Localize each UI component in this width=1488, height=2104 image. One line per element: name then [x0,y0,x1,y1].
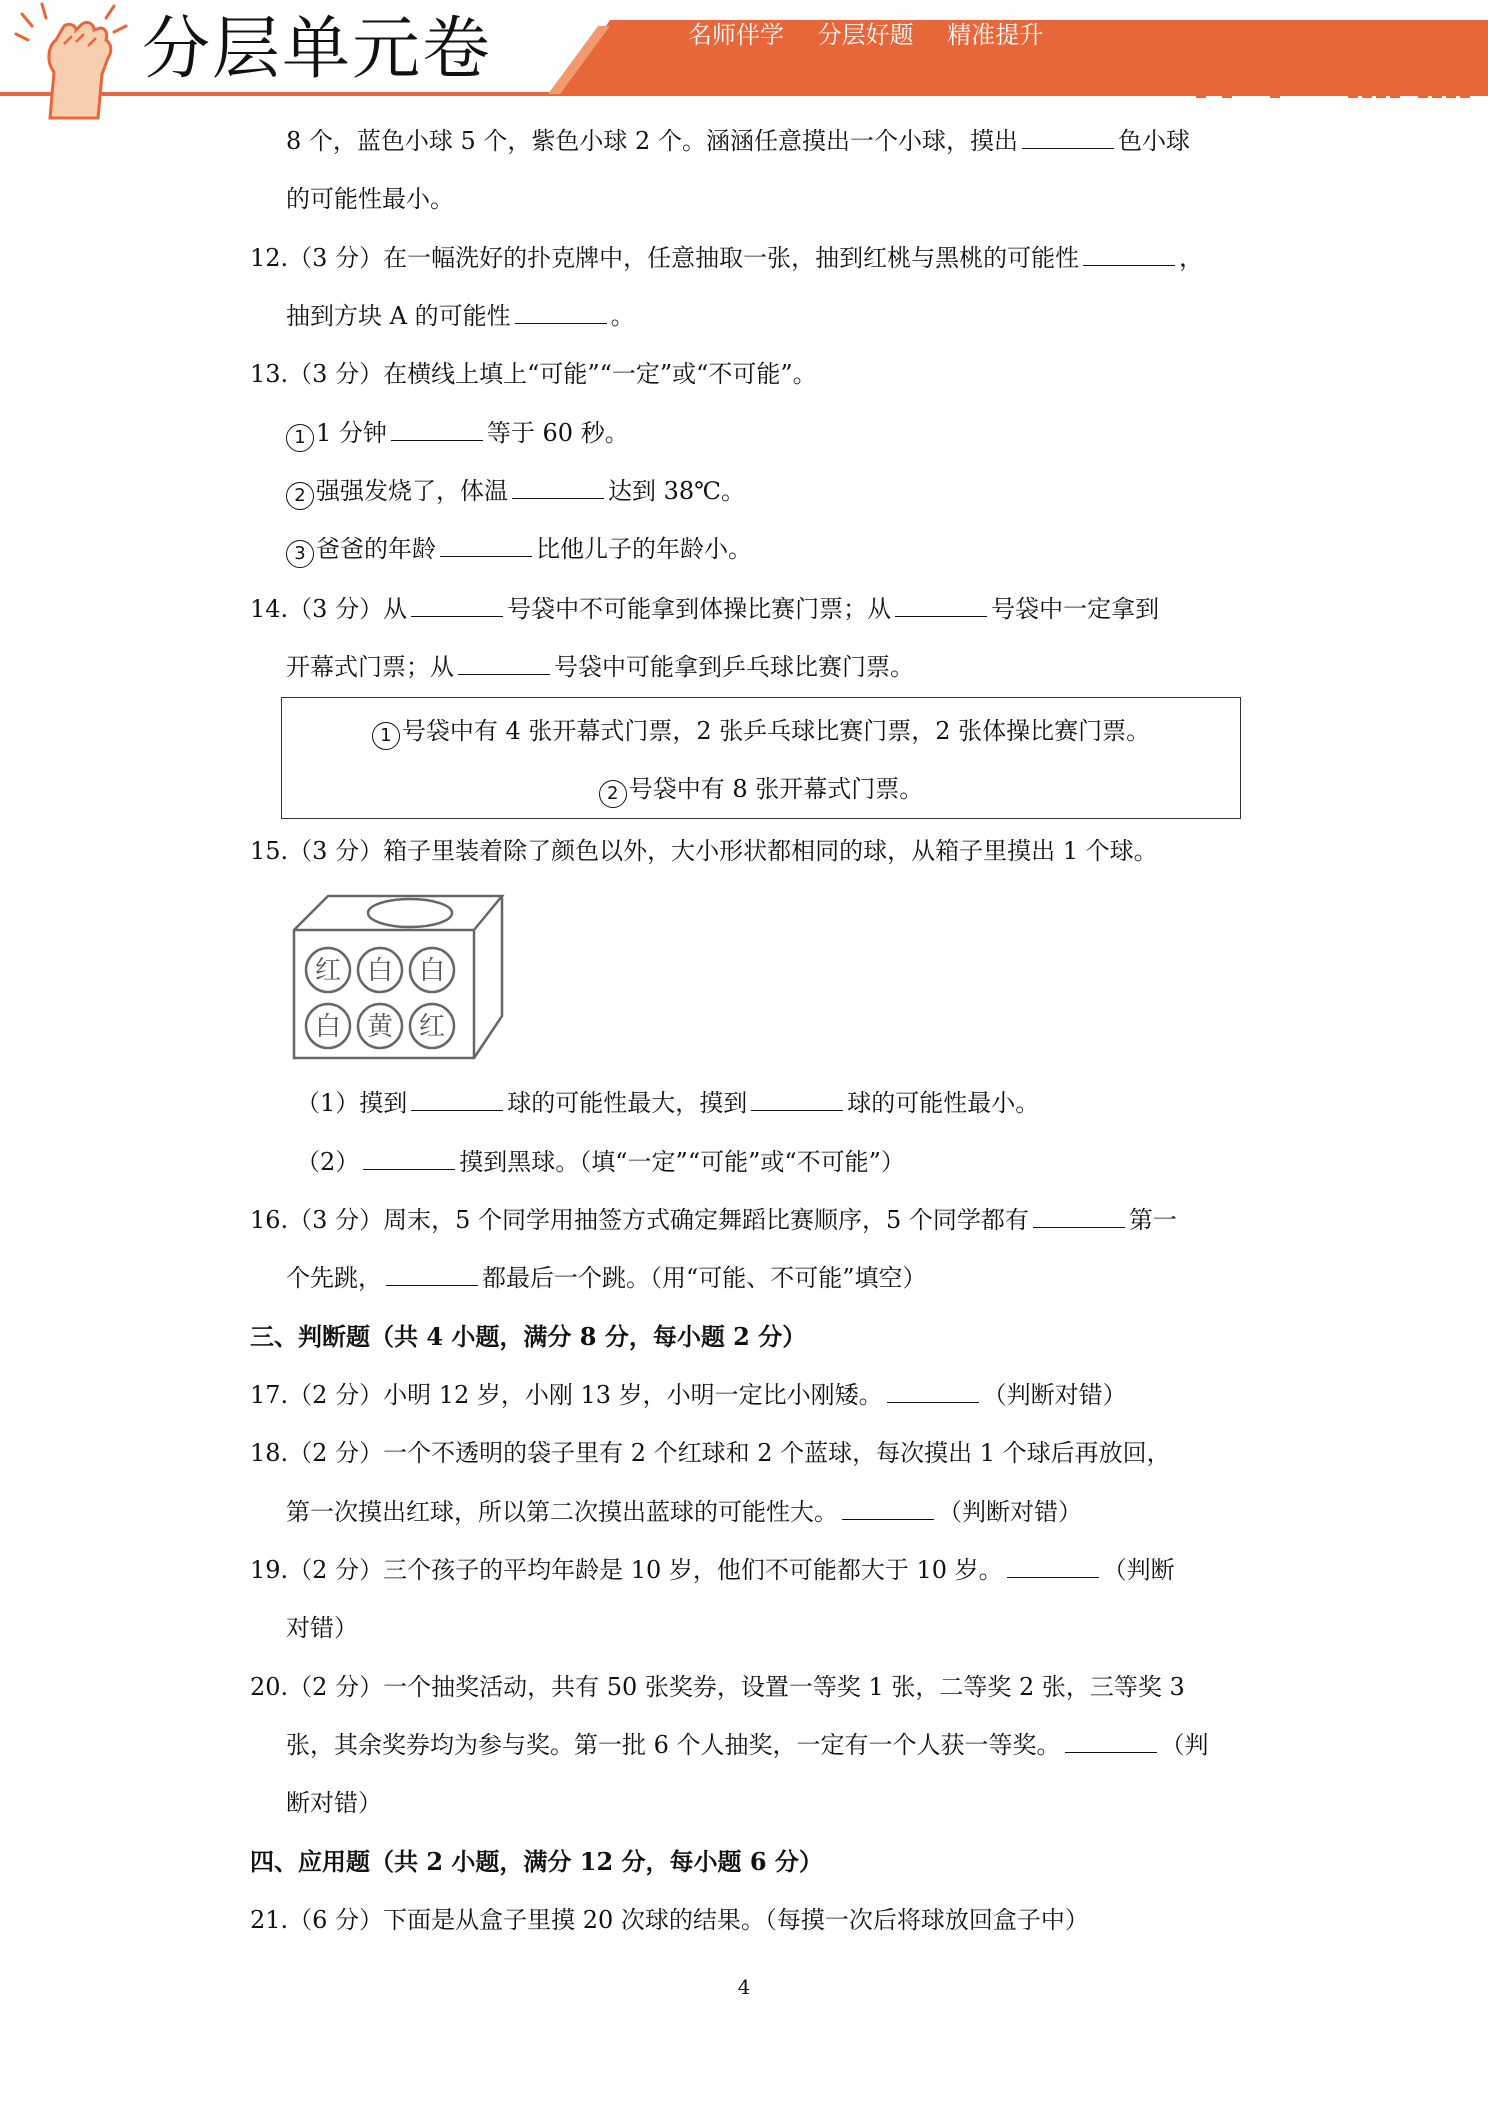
answer-blank[interactable] [458,652,550,675]
answer-blank[interactable] [1022,126,1114,149]
answer-blank[interactable] [1065,1730,1157,1753]
q13-stem: 13.（3 分）在横线上填上“可能”“一定”或“不可能”。 [250,360,817,388]
circled-number: 2 [286,482,314,510]
q16-line-2: 个先跳， 都最后一个跳。（用“可能、不可能”填空） [286,1264,927,1292]
q14-ticket-box [281,697,1241,819]
answer-blank[interactable] [895,594,987,617]
ball-box-illustration [288,890,518,1070]
answer-blank[interactable] [386,1263,478,1286]
circled-number: 1 [286,424,314,452]
answer-blank[interactable] [842,1497,934,1520]
q15-part-2: （2） 摸到黑球。（填“一定”“可能”或“不可能”） [296,1148,905,1176]
q19-line-1: 19.（2 分）三个孩子的平均年龄是 10 岁，他们不可能都大于 10 岁。 （判断 [250,1556,1175,1584]
q13-item-3: 3 爸爸的年龄 比他儿子的年龄小。 [286,532,752,568]
q21-stem: 21.（6 分）下面是从盒子里摸 20 次球的结果。（每摸一次后将球放回盒子中） [250,1906,1089,1934]
answer-blank[interactable] [411,1088,503,1111]
ball-label: 白 [314,1012,342,1042]
q17-line: 17.（2 分）小明 12 岁，小刚 13 岁，小明一定比小刚矮。 （判断对错） [250,1381,1127,1409]
q14-line-2: 开幕式门票；从 号袋中可能拿到乒乓球比赛门票。 [286,653,914,681]
answer-blank[interactable] [363,1147,455,1170]
bag-2-desc: 2 号袋中有 8 张开幕式门票。 [282,772,1240,808]
q14-line-1: 14.（3 分）从 号袋中不可能拿到体操比赛门票；从 号袋中一定拿到 [250,595,1160,623]
ball-label: 红 [418,1012,446,1042]
answer-blank[interactable] [411,594,503,617]
q20-line-3: 断对错） [286,1789,382,1817]
slogan-3: 精准提升 [947,21,1044,49]
header-title: 分层单元卷 [142,10,493,89]
ball-label: 黄 [366,1012,394,1042]
section-4-heading: 四、应用题（共 2 小题，满分 12 分，每小题 6 分） [250,1847,823,1876]
answer-blank[interactable] [515,301,607,324]
q13-item-2: 2 强强发烧了，体温 达到 38℃。 [286,474,745,510]
q13-item-1: 1 1 分钟 等于 60 秒。 [286,416,629,452]
circled-number: 2 [599,780,627,808]
q18-line-1: 18.（2 分）一个不透明的袋子里有 2 个红球和 2 个蓝球，每次摸出 1 个球后再放回， [250,1439,1171,1467]
ball-label: 白 [418,956,446,986]
header-slogan [688,18,1408,52]
q16-line-1: 16.（3 分）周末，5 个同学用抽签方式确定舞蹈比赛顺序，5 个同学都有 第一 [250,1206,1177,1234]
q15-stem: 15.（3 分）箱子里装着除了颜色以外，大小形状都相同的球，从箱子里摸出 1 个球。 [250,837,1158,865]
q11-line-2: 的可能性最小。 [286,185,454,213]
answer-blank[interactable] [887,1380,979,1403]
page-number: 4 [737,1975,751,1999]
q12-line-1: 12.（3 分）在一幅洗好的扑克牌中，任意抽取一张，抽到红桃与黑桃的可能性 ， [250,244,1204,272]
q20-line-1: 20.（2 分）一个抽奖活动，共有 50 张奖券，设置一等奖 1 张，二等奖 2 张，三等奖 3 [250,1673,1185,1701]
q19-line-2: 对错） [286,1614,358,1642]
answer-blank[interactable] [440,534,532,557]
answer-blank[interactable] [1083,243,1175,266]
answer-blank[interactable] [751,1088,843,1111]
fist-logo-icon [10,0,130,120]
circled-number: 1 [372,722,400,750]
answer-blank[interactable] [1007,1555,1099,1578]
ball-label: 白 [366,956,394,986]
answer-blank[interactable] [512,476,604,499]
circled-number: 3 [286,540,314,568]
q15-part-1: （1）摸到 球的可能性最大，摸到 球的可能性最小。 [296,1089,1040,1117]
q20-line-2: 张，其余奖券均为参与奖。第一批 6 个人抽奖，一定有一个人获一等奖。 （判 [286,1731,1209,1759]
slogan-2: 分层好题 [817,21,914,49]
section-3-heading: 三、判断题（共 4 小题，满分 8 分，每小题 2 分） [250,1322,807,1351]
answer-blank[interactable] [391,418,483,441]
q12-line-2: 抽到方块 A 的可能性 。 [286,302,635,330]
q18-line-2: 第一次摸出红球，所以第二次摸出蓝球的可能性大。 （判断对错） [286,1498,1082,1526]
q11-line-1: 8 个，蓝色小球 5 个，紫色小球 2 个。涵涵任意摸出一个小球，摸出 色小球 [286,127,1190,155]
answer-blank[interactable] [1033,1205,1125,1228]
page-header [0,0,1488,120]
slogan-1: 名师伴学 [688,21,784,49]
ball-label: 红 [314,956,342,986]
bag-1-desc: 1 号袋中有 4 张开幕式门票，2 张乒乓球比赛门票，2 张体操比赛门票。 [282,714,1240,750]
